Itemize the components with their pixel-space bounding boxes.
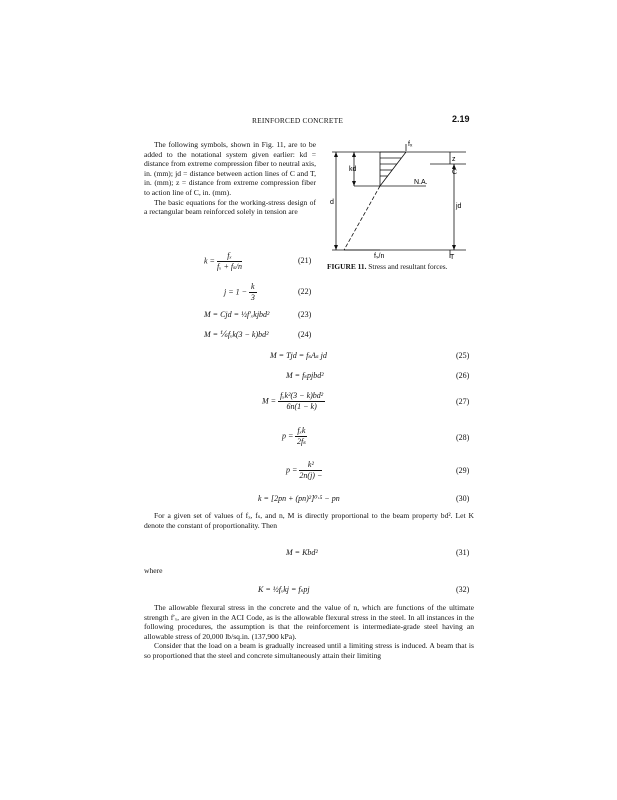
consider-paragraph: Consider that the load on a beam is gradually increased until a limiting stress is induced. A beam that is so proportioned that the steel and concrete simultaneously attain their limiting — [144, 641, 474, 660]
equation-24: M = ⅙fₓk(3 − k)bd² — [204, 330, 269, 339]
figure-caption-text: Stress and resultant forces. — [368, 262, 448, 271]
equation-30: k = [2pn + (pn)²]⁰·⁵ − pn — [258, 494, 340, 503]
intro-paragraph-2: The basic equations for the working-stress design of a rectangular beam reinforced solely in tension are — [144, 197, 316, 217]
figure-11-diagram — [326, 138, 471, 262]
fsn-label: fₛ/n — [374, 253, 385, 260]
jd-label: jd — [456, 203, 462, 210]
compression-stress-line — [380, 152, 406, 186]
equation-28: p = $\frac{\text{fₓk}}{\text{2fₛ}}$ — [282, 426, 306, 446]
fc-label: fₓ — [408, 141, 413, 148]
equation-22: j = 1 − $\frac{k}{3}$ — [224, 282, 255, 302]
page-number: 2.19 — [452, 114, 470, 124]
running-title: REINFORCED CONCRETE — [252, 116, 344, 125]
equation-number-27: (27) — [456, 397, 470, 406]
equation-32: K = ½fₓkj = fₛpj — [258, 585, 310, 594]
equation-23: M = Cjd = ½f′ₓkjbd² — [204, 310, 270, 319]
equation-number-21: (21) — [298, 256, 312, 265]
equation-25: M = Tjd = fₛAₛ jd — [270, 351, 327, 360]
where-label: where — [144, 566, 163, 575]
intro-text — [144, 140, 316, 217]
equation-number-23: (23) — [298, 310, 312, 319]
equation-number-24: (24) — [298, 330, 312, 339]
figure-caption-label: FIGURE 11. — [327, 262, 367, 271]
equation-27: M = $\frac{\text{fₓk²(3 − k)bd²}}{6n(1 - k)}$ — [262, 391, 324, 411]
figure-11-caption — [327, 262, 448, 271]
body-text-closing — [144, 603, 474, 661]
kd-label: kd — [349, 166, 357, 173]
equation-number-32: (32) — [456, 585, 470, 594]
equation-21: k = $\frac{\text{fₓ}}{\text{fₓ + fₛ/n}}$ — [204, 251, 242, 271]
equation-number-25: (25) — [456, 351, 470, 360]
z-label: z — [452, 156, 456, 163]
equation-number-28: (28) — [456, 433, 470, 442]
equation-26: M = fₛpjbd² — [286, 371, 324, 380]
equation-number-22: (22) — [298, 287, 312, 296]
equation-number-30: (30) — [456, 494, 470, 503]
t-label: T — [450, 254, 455, 261]
intro-paragraph-1: The following symbols, shown in Fig. 11, are to be added to the notational system given earlier: kd = distance from extreme compression fiber to neutral axis, in. (mm); jd = distance between action lines of C and T, in. (mm); z = distance from extreme compression fiber to action line of C, in. (mm). — [144, 140, 316, 197]
c-label: C — [452, 169, 458, 176]
equation-number-26: (26) — [456, 371, 470, 380]
equation-29: p = $\frac{\text{k²}}{2n(j) -}$ — [286, 460, 323, 480]
proportional-paragraph: For a given set of values of fₓ, fₛ, and n, M is directly proportional to the beam property bd². Let K denote the constant of proportionality. Then — [144, 511, 474, 530]
equation-number-31: (31) — [456, 548, 470, 557]
tension-stress-line — [344, 186, 380, 250]
allowable-stress-paragraph: The allowable flexural stress in the concrete and the value of n, which are functions of the ultimate strength f′ₓ, are given in the ACI Code, as is the allowable flexural stress in the steel. In all instances in the following procedures, the assumption is that the reinforcement is intermediate-grade steel having an allowable stress of 20,000 lb/sq.in. (137,900 kPa). — [144, 603, 474, 641]
body-text-proportional — [144, 511, 474, 530]
equation-31: M = Kbd² — [286, 548, 318, 557]
equation-number-29: (29) — [456, 466, 470, 475]
neutral-axis-label: N.A. — [414, 179, 428, 186]
d-label: d — [330, 199, 334, 206]
